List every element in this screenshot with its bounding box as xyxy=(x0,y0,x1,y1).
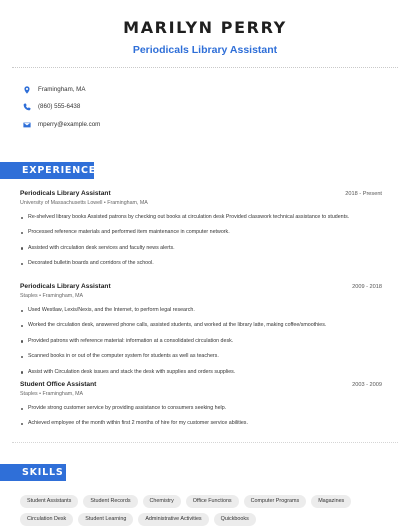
job-dates: 2003 - 2009 xyxy=(352,382,382,388)
job-dates: 2018 - Present xyxy=(345,191,382,197)
skill-chip: Administrative Activities xyxy=(138,513,208,526)
job-bullets xyxy=(20,214,382,268)
job-bullets xyxy=(20,405,382,428)
experience-heading: EXPERIENCE xyxy=(0,162,94,179)
section-divider xyxy=(12,442,398,443)
skill-chip: Student Learning xyxy=(78,513,133,526)
bullet-item: Worked the circulation desk, answered phone calls, assisted students, and worked at the library latte, making coffee/smoothies. xyxy=(20,322,382,330)
skills-heading: SKILLS xyxy=(0,464,66,481)
experience-entry xyxy=(20,190,382,276)
contact-email xyxy=(22,120,100,129)
bullet-item: Scanned books in or out of the computer system for students as well as teachers. xyxy=(20,353,382,361)
job-dates: 2009 - 2018 xyxy=(352,284,382,290)
job-organization: University of Massachusetts Lowell • Framingham, MA xyxy=(20,200,148,206)
skill-chip: Quickbooks xyxy=(214,513,256,526)
skill-chip: Student Assistants xyxy=(20,495,78,508)
experience-entry xyxy=(20,381,382,436)
bullet-item: Re-shelved library books Assisted patrons by checking out books at circulation desk Provided classwork technical assistance to students. xyxy=(20,214,382,222)
job-title: Periodicals Library Assistant xyxy=(20,190,111,197)
bullet-item: Assist with Circulation desk issues and stack the desk with supplies and orders supplies. xyxy=(20,369,382,377)
job-title: Periodicals Library Assistant xyxy=(20,283,111,290)
experience-entry xyxy=(20,283,382,384)
bullet-item: Used Westlaw, Lexis/Nexis, and the Internet, to perform legal research. xyxy=(20,307,382,315)
bullet-item: Assisted with circulation desk services and faculty news alerts. xyxy=(20,245,382,253)
candidate-role: Periodicals Library Assistant xyxy=(132,44,278,56)
skill-chip: Student Records xyxy=(83,495,137,508)
bullet-item: Provided patrons with reference material: information at a consolidated circulation desk. xyxy=(20,338,382,346)
candidate-name: MARILYN PERRY xyxy=(123,18,287,37)
job-bullets xyxy=(20,307,382,376)
phone-text[interactable]: (860) 555-6438 xyxy=(38,103,81,110)
skills-list xyxy=(20,495,400,526)
bullet-item: Decorated bulletin boards and corridors of the school. xyxy=(20,260,382,268)
job-organization: Staples • Framingham, MA xyxy=(20,293,84,299)
contact-location xyxy=(22,85,85,94)
job-title: Student Office Assistant xyxy=(20,381,97,388)
bullet-item: Achieved employee of the month within first 2 months of hire for my customer service abilities. xyxy=(20,420,382,428)
email-text[interactable]: mperry@example.com xyxy=(38,121,101,128)
skill-chip: Circulation Desk xyxy=(20,513,73,526)
contact-phone xyxy=(22,102,80,111)
bullet-item: Provide strong customer service by providing assistance to consumers seeking help. xyxy=(20,405,382,413)
bullet-item: Processed reference materials and performed item maintenance in computer network. xyxy=(20,229,382,237)
skill-chip: Computer Programs xyxy=(244,495,307,508)
location-text: Framingham, MA xyxy=(38,86,86,93)
envelope-icon xyxy=(22,120,31,129)
skill-chip: Magazines xyxy=(311,495,351,508)
header-divider xyxy=(12,67,398,68)
resume-header xyxy=(0,18,410,56)
phone-icon xyxy=(22,102,31,111)
skill-chip: Chemistry xyxy=(143,495,181,508)
job-organization: Staples • Framingham, MA xyxy=(20,391,84,397)
skill-chip: Office Functions xyxy=(186,495,239,508)
location-pin-icon xyxy=(22,85,31,94)
